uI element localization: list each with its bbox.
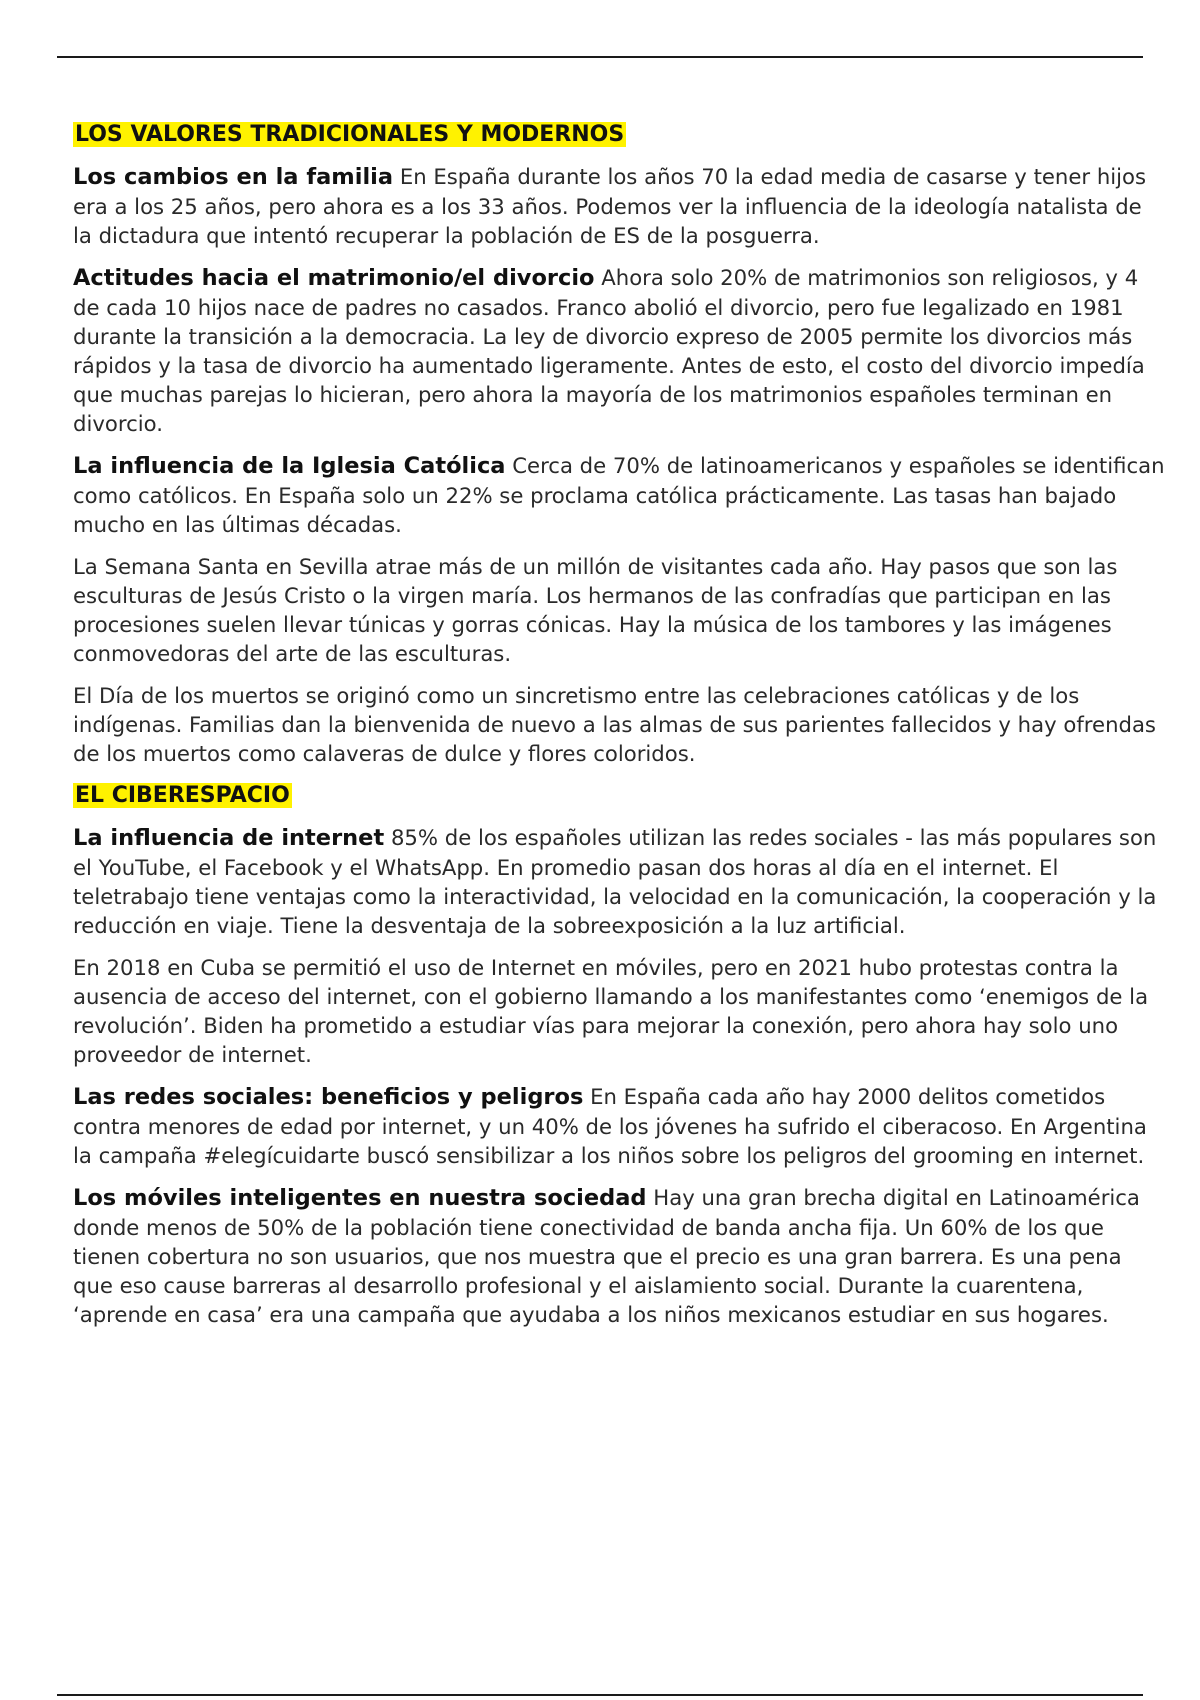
header-rule bbox=[57, 56, 1143, 58]
document-body bbox=[73, 120, 1165, 1342]
paragraph-lead: Los cambios en la familia bbox=[73, 164, 394, 190]
paragraph-influencia-internet bbox=[73, 823, 1165, 940]
paragraph-lead: Actitudes hacia el matrimonio/el divorcio bbox=[73, 265, 595, 291]
paragraph-text: 85% de los españoles utilizan las redes sociales - las más populares son el YouTube, el Facebook y el WhatsApp. En promedio pasan dos horas al día en el internet. El teletrabajo tiene ventajas como la interactividad, la velocidad en la comunicación, la cooperación y la reducción en viaje. Tiene la desventaja de la sobreexposición a la luz artificial. bbox=[73, 825, 1157, 938]
paragraph-dia-muertos bbox=[73, 681, 1165, 768]
paragraph-text: En España durante los años 70 la edad media de casarse y tener hijos era a los 25 años, pero ahora es a los 33 años. Podemos ver la influencia de la ideología natalista de la dictadura que intentó recuperar la población de ES de la posguerra. bbox=[73, 164, 1147, 248]
paragraph-lead: Las redes sociales: beneficios y peligros bbox=[73, 1084, 584, 1110]
paragraph-text: La Semana Santa en Sevilla atrae más de un millón de visitantes cada año. Hay pasos que son las esculturas de Jesús Cristo o la virgen maría. Los hermanos de las confradías que participan en las procesiones suelen llevar túnicas y gorras cónicas. Hay la música de los tambores y las imágenes conmovedoras del arte de las esculturas. bbox=[73, 554, 1118, 666]
paragraph-moviles-inteligentes bbox=[73, 1183, 1165, 1329]
paragraph-text: Hay una gran brecha digital en Latinoamérica donde menos de 50% de la población tiene conectividad de banda ancha fija. Un 60% de los que tienen cobertura no son usuarios, que nos muestra que el precio es una gran barrera. Es una pena que eso cause barreras al desarrollo profesional y el aislamiento social. Durante la cuarentena, ‘aprende en casa’ era una campaña que ayudaba a los niños mexicanos estudiar en sus hogares. bbox=[73, 1185, 1140, 1327]
paragraph-text: En España cada año hay 2000 delitos cometidos contra menores de edad por internet, y un 40% de los jóvenes ha sufrido el ciberacoso. En Argentina la campaña #elegícuidarte buscó sensibilizar a los niños sobre los peligros del grooming en internet. bbox=[73, 1084, 1147, 1168]
section-heading-valores: LOS VALORES TRADICIONALES Y MODERNOS bbox=[75, 122, 625, 147]
paragraph-semana-santa bbox=[73, 552, 1165, 668]
paragraph-text: En 2018 en Cuba se permitió el uso de Internet en móviles, pero en 2021 hubo protestas contra la ausencia de acceso del internet, con el gobierno llamando a los manifestantes como ‘enemigos de la revolución’. Biden ha prometido a estudiar vías para mejorar la conexión, pero ahora hay solo uno proveedor de internet. bbox=[73, 955, 1149, 1067]
paragraph-iglesia-catolica bbox=[73, 451, 1165, 539]
footer-rule bbox=[57, 1694, 1143, 1696]
paragraph-lead: Los móviles inteligentes en nuestra sociedad bbox=[73, 1185, 647, 1211]
section-heading-ciberespacio: EL CIBERESPACIO bbox=[75, 783, 290, 808]
paragraph-cambios-familia bbox=[73, 162, 1165, 250]
paragraph-text: Cerca de 70% de latinoamericanos y españoles se identifican como católicos. En España solo un 22% se proclama católica prácticamente. Las tasas han bajado mucho en las últimas décadas. bbox=[73, 453, 1165, 537]
paragraph-lead: La influencia de internet bbox=[73, 825, 385, 851]
paragraph-text: Ahora solo 20% de matrimonios son religiosos, y 4 de cada 10 hijos nace de padres no casados. Franco abolió el divorcio, pero fue legalizado en 1981 durante la transición a la democracia. La ley de divorcio expreso de 2005 permite los divorcios más rápidos y la tasa de divorcio ha aumentado ligeramente. Antes de esto, el costo del divorcio impedía que muchas parejas lo hicieran, pero ahora la mayoría de los matrimonios españoles terminan en divorcio. bbox=[73, 265, 1145, 436]
paragraph-matrimonio-divorcio bbox=[73, 263, 1165, 438]
paragraph-redes-sociales bbox=[73, 1082, 1165, 1170]
paragraph-cuba-internet bbox=[73, 953, 1165, 1069]
paragraph-lead: La influencia de la Iglesia Católica bbox=[73, 453, 506, 479]
paragraph-text: El Día de los muertos se originó como un sincretismo entre las celebraciones católicas y de los indígenas. Familias dan la bienvenida de nuevo a las almas de sus parientes fallecidos y hay ofrendas de los muertos como calaveras de dulce y flores coloridos. bbox=[73, 683, 1156, 766]
